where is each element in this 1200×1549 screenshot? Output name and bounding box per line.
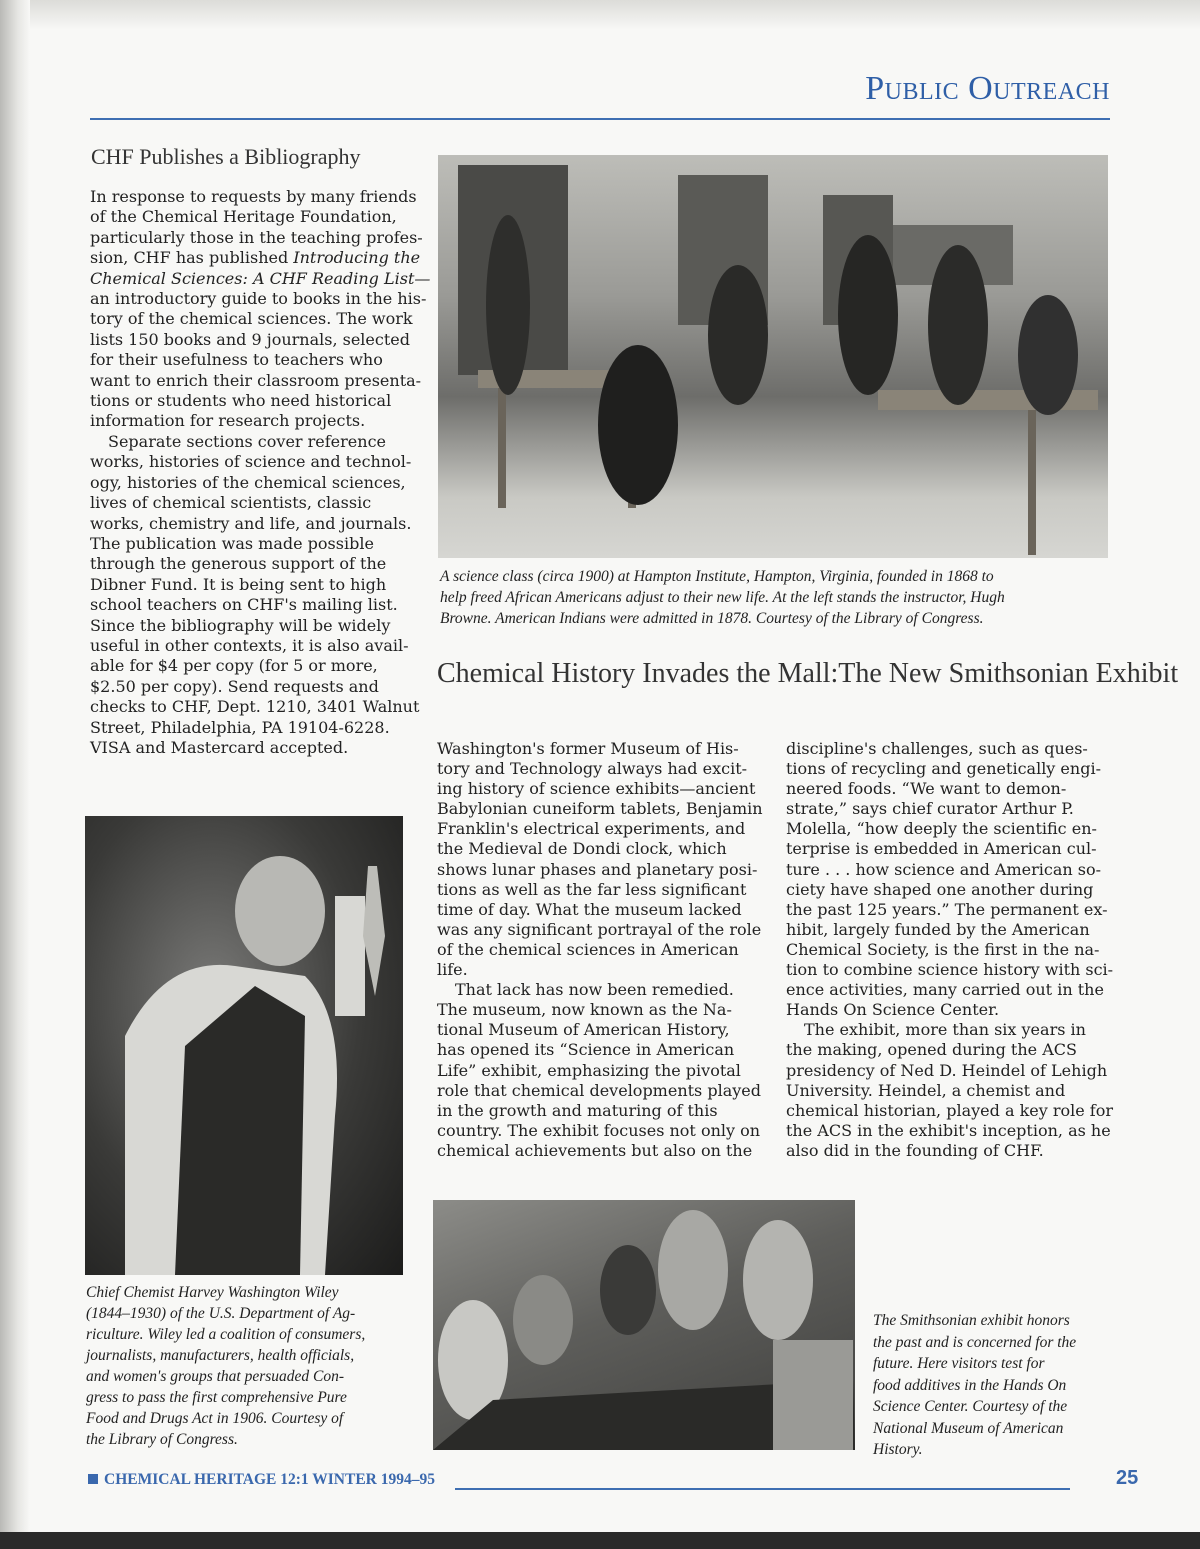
text-line: Browne. American Indians were admitted in 1878. Courtesy of the Library of Congress. bbox=[440, 610, 984, 627]
text-line: tions as well as the far less significant bbox=[437, 879, 747, 899]
text-line: help freed African Americans adjust to their new life. At the left stands the instructor, Hugh bbox=[440, 589, 1005, 606]
visitors-photo-illustration bbox=[433, 1200, 855, 1450]
text-line: Food and Drugs Act in 1906. Courtesy of bbox=[86, 1410, 344, 1427]
text-line: lists 150 books and 9 journals, selected bbox=[90, 329, 410, 349]
text-line: Life” exhibit, emphasizing the pivotal bbox=[437, 1060, 741, 1080]
text-line: VISA and Mastercard accepted. bbox=[90, 737, 349, 757]
header-rule bbox=[90, 118, 1110, 120]
text-line: time of day. What the museum lacked bbox=[437, 899, 742, 919]
text-line: school teachers on CHF's mailing list. bbox=[90, 595, 398, 615]
text-line: strate,” says chief curator Arthur P. bbox=[786, 799, 1074, 819]
text-line: Chief Chemist Harvey Washington Wiley bbox=[86, 1284, 339, 1301]
text-line: the past 125 years.” The permanent ex- bbox=[786, 899, 1108, 919]
text-line: role that chemical developments played bbox=[437, 1080, 761, 1100]
text-line: tional Museum of American History, bbox=[437, 1020, 730, 1040]
text-line: the Medieval de Dondi clock, which bbox=[437, 839, 727, 859]
text-line: History. bbox=[873, 1441, 923, 1458]
visitors-photo-caption bbox=[873, 1310, 1076, 1461]
text-line: Since the bibliography will be widely bbox=[90, 615, 391, 635]
main-article-column-1 bbox=[437, 739, 763, 1161]
text-line: the past and is concerned for the bbox=[873, 1333, 1077, 1351]
text-line: hibit, largely funded by the American bbox=[786, 919, 1090, 939]
text-line: of the chemical sciences in American bbox=[437, 939, 739, 959]
text-line: Street, Philadelphia, PA 19104-6228. bbox=[90, 717, 390, 737]
text-line: The Smithsonian exhibit honors bbox=[873, 1312, 1070, 1329]
text-line: neered foods. “We want to demon- bbox=[786, 779, 1067, 799]
text-line: ciety have shaped one another during bbox=[786, 879, 1094, 899]
main-article-column-2 bbox=[786, 739, 1113, 1161]
text-line: an introductory guide to books in the his- bbox=[90, 289, 427, 309]
text-line: chemical historian, played a key role for bbox=[786, 1100, 1114, 1120]
page-gutter-shadow bbox=[0, 0, 30, 1532]
text-line: journalists, manufacturers, health officials, bbox=[86, 1347, 355, 1364]
text-line: tion to combine science history with sci- bbox=[786, 960, 1114, 980]
text-line: Chemical History Invades the Mall: bbox=[437, 658, 839, 689]
text-line: (1844–1930) of the U.S. Department of Ag- bbox=[86, 1305, 356, 1322]
text-line: in the growth and maturing of this bbox=[437, 1100, 718, 1120]
main-article-title bbox=[437, 658, 1178, 689]
wiley-photo-caption bbox=[86, 1282, 365, 1450]
footer-publication bbox=[88, 1471, 435, 1489]
text-line: Chemical Society, is the first in the na- bbox=[786, 939, 1100, 959]
text-line: National Museum of American bbox=[873, 1419, 1064, 1437]
text-line: riculture. Wiley led a coalition of consumers, bbox=[86, 1326, 366, 1343]
text-line: for their usefulness to teachers who bbox=[90, 350, 383, 370]
text-line: shows lunar phases and planetary posi- bbox=[437, 859, 758, 879]
text-line: Separate sections cover reference bbox=[108, 431, 386, 451]
text-line: In response to requests by many friends bbox=[90, 187, 417, 206]
text-line: A science class (circa 1900) at Hampton Institute, Hampton, Virginia, founded in 1868 to bbox=[440, 568, 994, 585]
text-line: tory of the chemical sciences. The work bbox=[90, 309, 413, 329]
visitors-photo bbox=[433, 1200, 855, 1450]
sidebar-article-title: CHF Publishes a Bibliography bbox=[91, 144, 361, 169]
text-line: Chemical Sciences: A CHF Reading List— bbox=[90, 268, 431, 288]
section-header: Public Outreach bbox=[865, 70, 1110, 107]
text-line: through the generous support of the bbox=[90, 554, 387, 574]
text-line: Molella, “how deeply the scientific en- bbox=[786, 819, 1097, 839]
text-line: ture . . . how science and American so- bbox=[786, 859, 1102, 879]
text-line: $2.50 per copy). Send requests and bbox=[90, 676, 379, 696]
sidebar-article-body bbox=[90, 187, 430, 758]
text-line: Franklin's electrical experiments, and bbox=[437, 819, 746, 839]
text-line: life. bbox=[437, 960, 468, 980]
text-line: particularly those in the teaching profes- bbox=[90, 227, 423, 247]
text-line: the ACS in the exhibit's inception, as he bbox=[786, 1120, 1111, 1140]
text-line: Dibner Fund. It is being sent to high bbox=[90, 574, 387, 594]
text-line: information for research projects. bbox=[90, 411, 366, 431]
wiley-photo-illustration bbox=[85, 816, 403, 1275]
text-line: and women's groups that persuaded Con- bbox=[86, 1368, 345, 1385]
text-line: able for $4 per copy (for 5 or more, bbox=[90, 656, 378, 676]
scan-top-edge bbox=[0, 0, 1200, 30]
text-line: also did in the founding of CHF. bbox=[786, 1140, 1044, 1160]
text-line: country. The exhibit focuses not only on bbox=[437, 1120, 761, 1140]
text-line: lives of chemical scientists, classic bbox=[90, 493, 372, 513]
text-line: works, histories of science and technol- bbox=[90, 452, 412, 472]
text-line: Hands On Science Center. bbox=[786, 1000, 1000, 1020]
classroom-photo-caption bbox=[440, 566, 1005, 629]
text-line: works, chemistry and life, and journals. bbox=[90, 513, 412, 533]
footer-publication-label: CHEMICAL HERITAGE 12:1 WINTER 1994–95 bbox=[104, 1471, 435, 1488]
text-line: chemical achievements but also on the bbox=[437, 1140, 753, 1160]
text-line: The publication was made possible bbox=[90, 533, 374, 553]
text-line: ing history of science exhibits—ancient bbox=[437, 779, 756, 799]
text-line: want to enrich their classroom presenta- bbox=[90, 370, 422, 390]
text-line: tions of recycling and genetically engi- bbox=[786, 759, 1101, 779]
text-line: tions or students who need historical bbox=[90, 391, 392, 411]
text-line: the Library of Congress. bbox=[86, 1431, 238, 1448]
text-line: of the Chemical Heritage Foundation, bbox=[90, 207, 397, 227]
text-line: future. Here visitors test for bbox=[873, 1355, 1045, 1372]
text-line: has opened its “Science in American bbox=[437, 1040, 735, 1060]
text-line: presidency of Ned D. Heindel of Lehigh bbox=[786, 1060, 1108, 1080]
classroom-photo-illustration bbox=[438, 155, 1108, 558]
footer-square-bullet bbox=[88, 1474, 98, 1484]
text-line: was any significant portrayal of the role bbox=[437, 919, 762, 939]
text-line: sion, CHF has published Introducing the bbox=[90, 248, 421, 268]
page-number: 25 bbox=[1116, 1467, 1139, 1489]
text-line: University. Heindel, a chemist and bbox=[786, 1080, 1066, 1100]
text-line: the making, opened during the ACS bbox=[786, 1040, 1077, 1060]
text-line: terprise is embedded in American cul- bbox=[786, 839, 1097, 859]
text-line: The museum, now known as the Na- bbox=[437, 1000, 732, 1020]
text-line: The exhibit, more than six years in bbox=[804, 1020, 1086, 1040]
text-line: The New Smithsonian Exhibit bbox=[838, 658, 1179, 689]
text-line: Babylonian cuneiform tablets, Benjamin bbox=[437, 799, 763, 819]
text-line: ogy, histories of the chemical sciences, bbox=[90, 472, 406, 492]
classroom-photo bbox=[438, 155, 1108, 558]
wiley-photo bbox=[85, 816, 403, 1275]
text-line: Science Center. Courtesy of the bbox=[873, 1398, 1068, 1415]
text-line: checks to CHF, Dept. 1210, 3401 Walnut bbox=[90, 697, 420, 717]
text-line: Washington's former Museum of His- bbox=[437, 739, 739, 758]
text-line: discipline's challenges, such as ques- bbox=[786, 739, 1088, 758]
text-line: ence activities, many carried out in the bbox=[786, 980, 1104, 1000]
text-line: gress to pass the first comprehensive Pure bbox=[86, 1389, 347, 1406]
text-line: That lack has now been remedied. bbox=[455, 980, 734, 1000]
text-line: useful in other contexts, it is also avail- bbox=[90, 635, 409, 655]
text-line: tory and Technology always had excit- bbox=[437, 759, 748, 779]
text-line: food additives in the Hands On bbox=[873, 1376, 1067, 1394]
footer-rule bbox=[455, 1488, 1070, 1490]
